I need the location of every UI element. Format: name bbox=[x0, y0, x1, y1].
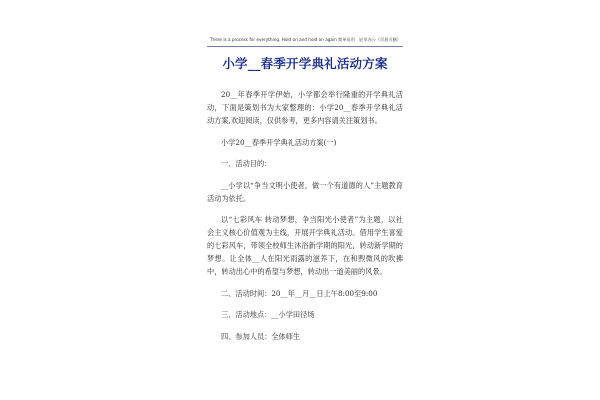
document-title: 小学__春季开学典礼活动方案 bbox=[222, 56, 388, 71]
plan-subtitle: 小学20__春季开学典礼活动方案(一) bbox=[221, 137, 337, 147]
header-divider bbox=[207, 46, 403, 47]
section-heading-participants: 四、参加人员：全体师生 bbox=[221, 331, 301, 341]
section-heading-time: 二、活动时间：20__年__月__日上午8:00至9:00 bbox=[221, 288, 378, 298]
section-heading-purpose: 一、活动目的： bbox=[221, 159, 272, 168]
section-heading-location: 三、活动地点：__小学田径场 bbox=[221, 310, 315, 319]
intro-paragraph: 20__年春季开学伊始，小学都会举行隆重的开学典礼活动，下面是策划书为大家整理的：小学20__春季开学典礼活动方案,欢迎阅读，仅供参考，更多内容请关注策划书。 bbox=[207, 90, 403, 125]
page-header-tagline: There is a process for everything. Hold on and hold on again 简单易用 轻享办公（页眉可删） bbox=[210, 37, 401, 42]
document-body bbox=[207, 88, 403, 351]
theme-paragraph: 以“七彩风车 转动梦想，争当阳光小使者”为主题，以社会主义核心价值观为主线，开展开学典礼活动。借用学生喜爱的七彩风车，带领全校师生沐浴新学期的阳光，转动新学期的梦想。让全体__人在阳光雨露的滋养下，在和煦微风的吹拂中，转动出心中的希望与梦想，转动出一道美丽的风景。 bbox=[207, 215, 403, 276]
purpose-paragraph: __小学以“争当文明小使者，做一个有道德的人”主题教育活动为依托。 bbox=[207, 180, 403, 203]
